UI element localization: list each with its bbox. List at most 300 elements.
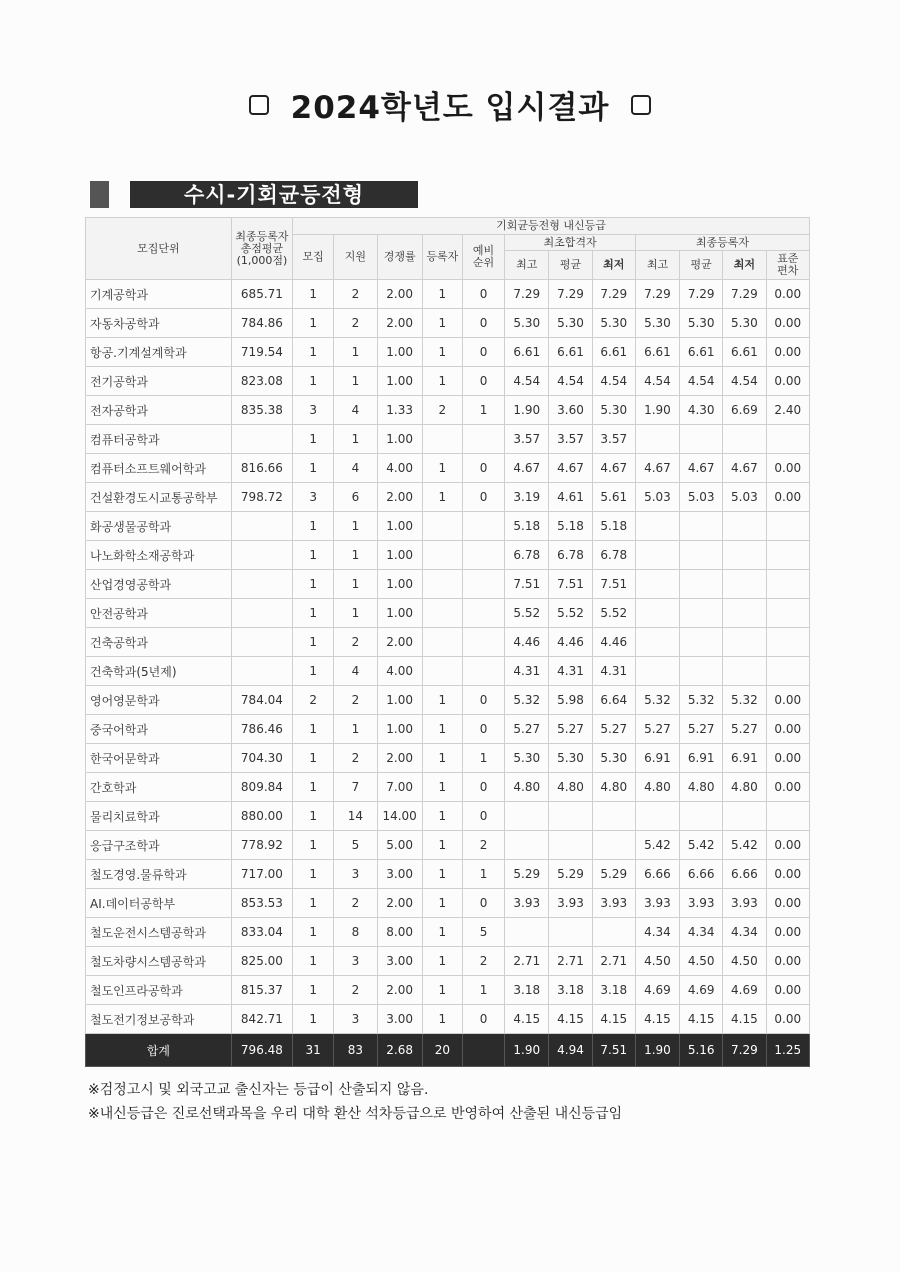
- cell-recruit: 3: [293, 483, 334, 512]
- cell-recruit: 1: [293, 947, 334, 976]
- cell-apply: 1: [334, 425, 377, 454]
- cell-recruit: 1: [293, 541, 334, 570]
- cell-dept: 한국어문학과: [86, 744, 232, 773]
- cell-avg-score: 704.30: [231, 744, 292, 773]
- table-row: [86, 628, 810, 657]
- cell-final-max: 4.54: [635, 367, 679, 396]
- cell-reserve: 1: [462, 860, 504, 889]
- cell-dept: 철도인프라공학과: [86, 976, 232, 1005]
- cell-dept: 전자공학과: [86, 396, 232, 425]
- cell-final-avg: 4.30: [680, 396, 723, 425]
- cell-dept: 물리치료학과: [86, 802, 232, 831]
- cell-reserve: [462, 570, 504, 599]
- cell-first-max: 3.93: [505, 889, 549, 918]
- cell-final-max: [635, 599, 679, 628]
- cell-avg-score: [231, 570, 292, 599]
- cell-dept: 기계공학과: [86, 280, 232, 309]
- cell-reserve: 5: [462, 918, 504, 947]
- cell-final-avg: 4.80: [680, 773, 723, 802]
- cell-std: 0.00: [766, 744, 809, 773]
- cell-reserve: 0: [462, 686, 504, 715]
- cell-avg-score: [231, 425, 292, 454]
- cell-apply: 7: [334, 773, 377, 802]
- header-reserve: 예비 순위: [462, 235, 504, 280]
- cell-final-avg: 5.32: [680, 686, 723, 715]
- cell-first-avg: [549, 802, 592, 831]
- cell-enrolled: 1: [422, 947, 462, 976]
- cell-final-avg: [680, 541, 723, 570]
- table-row: [86, 889, 810, 918]
- cell-final-avg: 5.42: [680, 831, 723, 860]
- cell-first-min: 5.29: [592, 860, 635, 889]
- cell-avg-score: 880.00: [231, 802, 292, 831]
- cell-final-max: 4.80: [635, 773, 679, 802]
- table-row: [86, 309, 810, 338]
- table-row: [86, 454, 810, 483]
- cell-enrolled: [422, 599, 462, 628]
- cell-first-max: 4.67: [505, 454, 549, 483]
- cell-std: 0.00: [766, 280, 809, 309]
- cell-final-max: [635, 628, 679, 657]
- table-row: [86, 599, 810, 628]
- cell-final-max: 6.61: [635, 338, 679, 367]
- cell-first-max: 1.90: [505, 396, 549, 425]
- header-first-pass: 최초합격자: [505, 235, 636, 251]
- table-row: [86, 338, 810, 367]
- cell-std: [766, 425, 809, 454]
- cell-avg-score: [231, 599, 292, 628]
- cell-first-max: 4.46: [505, 628, 549, 657]
- cell-apply: 4: [334, 657, 377, 686]
- cell-final-max: 6.91: [635, 744, 679, 773]
- cell-final-min: 4.80: [723, 773, 766, 802]
- cell-first-min: [592, 802, 635, 831]
- cell-apply: 2: [334, 744, 377, 773]
- total-final-min: 7.29: [723, 1034, 766, 1067]
- cell-recruit: 1: [293, 628, 334, 657]
- cell-dept: 컴퓨터공학과: [86, 425, 232, 454]
- cell-avg-score: 784.04: [231, 686, 292, 715]
- cell-std: [766, 541, 809, 570]
- cell-enrolled: [422, 425, 462, 454]
- cell-first-avg: 5.30: [549, 309, 592, 338]
- checkbox-left-icon: [249, 95, 269, 115]
- cell-enrolled: 1: [422, 976, 462, 1005]
- cell-first-min: 5.27: [592, 715, 635, 744]
- cell-dept: 항공.기계설계학과: [86, 338, 232, 367]
- cell-reserve: [462, 541, 504, 570]
- cell-first-avg: 4.54: [549, 367, 592, 396]
- cell-first-min: 6.78: [592, 541, 635, 570]
- cell-first-max: 5.30: [505, 309, 549, 338]
- cell-std: 0.00: [766, 483, 809, 512]
- cell-first-min: 7.29: [592, 280, 635, 309]
- cell-final-avg: 4.69: [680, 976, 723, 1005]
- cell-final-max: 4.34: [635, 918, 679, 947]
- cell-std: 0.00: [766, 338, 809, 367]
- cell-reserve: [462, 512, 504, 541]
- cell-final-avg: 5.27: [680, 715, 723, 744]
- cell-avg-score: 717.00: [231, 860, 292, 889]
- cell-first-avg: 3.18: [549, 976, 592, 1005]
- cell-first-avg: 6.78: [549, 541, 592, 570]
- cell-rate: 7.00: [377, 773, 422, 802]
- cell-apply: 3: [334, 860, 377, 889]
- cell-avg-score: 816.66: [231, 454, 292, 483]
- section-header: [90, 180, 418, 208]
- cell-apply: 1: [334, 570, 377, 599]
- cell-enrolled: 1: [422, 744, 462, 773]
- cell-final-avg: 4.15: [680, 1005, 723, 1034]
- cell-final-min: 5.03: [723, 483, 766, 512]
- cell-reserve: 2: [462, 947, 504, 976]
- cell-final-avg: 4.54: [680, 367, 723, 396]
- cell-rate: 1.00: [377, 425, 422, 454]
- cell-final-min: [723, 599, 766, 628]
- cell-recruit: 1: [293, 367, 334, 396]
- cell-dept: 전기공학과: [86, 367, 232, 396]
- cell-apply: 14: [334, 802, 377, 831]
- cell-std: [766, 570, 809, 599]
- cell-final-min: [723, 628, 766, 657]
- cell-rate: 1.33: [377, 396, 422, 425]
- cell-dept: 간호학과: [86, 773, 232, 802]
- cell-first-max: 3.19: [505, 483, 549, 512]
- total-dept: 합계: [86, 1034, 232, 1067]
- cell-final-max: 4.67: [635, 454, 679, 483]
- cell-final-min: 4.67: [723, 454, 766, 483]
- cell-rate: 1.00: [377, 541, 422, 570]
- cell-first-min: 4.46: [592, 628, 635, 657]
- cell-avg-score: [231, 657, 292, 686]
- cell-first-max: 2.71: [505, 947, 549, 976]
- cell-final-max: [635, 512, 679, 541]
- cell-reserve: 0: [462, 338, 504, 367]
- cell-final-max: 5.03: [635, 483, 679, 512]
- cell-final-max: 5.27: [635, 715, 679, 744]
- header-std: 표준 편차: [766, 251, 809, 280]
- cell-enrolled: 1: [422, 367, 462, 396]
- cell-first-min: 2.71: [592, 947, 635, 976]
- cell-avg-score: 835.38: [231, 396, 292, 425]
- footnote: ※내신등급은 진로선택과목을 우리 대학 환산 석차등급으로 반영하여 산출된 내신등급임: [88, 1106, 623, 1122]
- cell-recruit: 1: [293, 454, 334, 483]
- cell-std: 2.40: [766, 396, 809, 425]
- cell-final-min: 7.29: [723, 280, 766, 309]
- cell-first-avg: 7.51: [549, 570, 592, 599]
- cell-rate: 1.00: [377, 512, 422, 541]
- cell-first-max: 5.30: [505, 744, 549, 773]
- cell-reserve: 1: [462, 744, 504, 773]
- header-avg2: 평균: [680, 251, 723, 280]
- header-rate: 경쟁률: [377, 235, 422, 280]
- cell-first-min: 5.30: [592, 309, 635, 338]
- cell-final-avg: [680, 802, 723, 831]
- section-marker-icon: [90, 181, 109, 208]
- total-avg-score: 796.48: [231, 1034, 292, 1067]
- cell-dept: 화공생물공학과: [86, 512, 232, 541]
- cell-apply: 4: [334, 396, 377, 425]
- cell-apply: 8: [334, 918, 377, 947]
- cell-rate: 1.00: [377, 570, 422, 599]
- cell-rate: 1.00: [377, 367, 422, 396]
- cell-first-avg: 5.18: [549, 512, 592, 541]
- cell-first-max: 5.18: [505, 512, 549, 541]
- cell-recruit: 1: [293, 338, 334, 367]
- cell-final-max: 6.66: [635, 860, 679, 889]
- cell-apply: 6: [334, 483, 377, 512]
- cell-first-avg: 4.67: [549, 454, 592, 483]
- cell-avg-score: 809.84: [231, 773, 292, 802]
- cell-first-min: 6.64: [592, 686, 635, 715]
- cell-rate: 5.00: [377, 831, 422, 860]
- cell-first-min: 7.51: [592, 570, 635, 599]
- cell-final-avg: [680, 628, 723, 657]
- cell-dept: 안전공학과: [86, 599, 232, 628]
- cell-rate: 1.00: [377, 715, 422, 744]
- cell-avg-score: 823.08: [231, 367, 292, 396]
- total-std: 1.25: [766, 1034, 809, 1067]
- cell-std: [766, 802, 809, 831]
- cell-dept: 철도운전시스템공학과: [86, 918, 232, 947]
- table-row: [86, 1005, 810, 1034]
- cell-first-avg: 5.98: [549, 686, 592, 715]
- cell-apply: 3: [334, 1005, 377, 1034]
- cell-std: 0.00: [766, 831, 809, 860]
- cell-reserve: 0: [462, 309, 504, 338]
- cell-apply: 1: [334, 338, 377, 367]
- cell-dept: 컴퓨터소프트웨어학과: [86, 454, 232, 483]
- cell-final-min: [723, 425, 766, 454]
- table-row: [86, 367, 810, 396]
- cell-std: 0.00: [766, 715, 809, 744]
- cell-first-avg: 6.61: [549, 338, 592, 367]
- cell-first-min: 4.67: [592, 454, 635, 483]
- cell-reserve: 0: [462, 889, 504, 918]
- cell-final-max: 5.42: [635, 831, 679, 860]
- cell-enrolled: 1: [422, 309, 462, 338]
- total-first-avg: 4.94: [549, 1034, 592, 1067]
- table-row: [86, 976, 810, 1005]
- cell-enrolled: 2: [422, 396, 462, 425]
- cell-final-min: [723, 541, 766, 570]
- cell-recruit: 1: [293, 802, 334, 831]
- cell-reserve: 1: [462, 976, 504, 1005]
- cell-first-max: 3.18: [505, 976, 549, 1005]
- cell-dept: 철도경영.물류학과: [86, 860, 232, 889]
- total-rate: 2.68: [377, 1034, 422, 1067]
- cell-final-min: [723, 657, 766, 686]
- table-row: [86, 396, 810, 425]
- cell-reserve: 0: [462, 802, 504, 831]
- cell-dept: 산업경영공학과: [86, 570, 232, 599]
- cell-avg-score: 842.71: [231, 1005, 292, 1034]
- cell-apply: 3: [334, 947, 377, 976]
- cell-first-max: 4.15: [505, 1005, 549, 1034]
- cell-final-avg: 6.61: [680, 338, 723, 367]
- cell-std: 0.00: [766, 976, 809, 1005]
- cell-rate: 2.00: [377, 628, 422, 657]
- cell-dept: 응급구조학과: [86, 831, 232, 860]
- cell-rate: 4.00: [377, 454, 422, 483]
- cell-dept: 건축학과(5년제): [86, 657, 232, 686]
- cell-enrolled: 1: [422, 686, 462, 715]
- cell-first-avg: 5.52: [549, 599, 592, 628]
- cell-apply: 2: [334, 686, 377, 715]
- table-row: [86, 744, 810, 773]
- cell-avg-score: 685.71: [231, 280, 292, 309]
- cell-avg-score: 825.00: [231, 947, 292, 976]
- header-final-enrolled: 최종등록자: [635, 235, 809, 251]
- cell-first-avg: 5.27: [549, 715, 592, 744]
- cell-std: 0.00: [766, 918, 809, 947]
- cell-avg-score: 833.04: [231, 918, 292, 947]
- cell-final-avg: 4.67: [680, 454, 723, 483]
- cell-avg-score: 815.37: [231, 976, 292, 1005]
- cell-reserve: 0: [462, 483, 504, 512]
- cell-avg-score: 798.72: [231, 483, 292, 512]
- cell-enrolled: [422, 512, 462, 541]
- cell-recruit: 1: [293, 715, 334, 744]
- cell-final-max: [635, 541, 679, 570]
- cell-avg-score: 786.46: [231, 715, 292, 744]
- total-apply: 83: [334, 1034, 377, 1067]
- cell-reserve: [462, 599, 504, 628]
- cell-final-avg: [680, 512, 723, 541]
- cell-rate: 3.00: [377, 1005, 422, 1034]
- cell-recruit: 3: [293, 396, 334, 425]
- cell-reserve: [462, 628, 504, 657]
- cell-avg-score: 778.92: [231, 831, 292, 860]
- cell-final-min: 6.61: [723, 338, 766, 367]
- cell-first-min: 3.18: [592, 976, 635, 1005]
- cell-recruit: 1: [293, 744, 334, 773]
- cell-avg-score: [231, 628, 292, 657]
- cell-final-avg: 6.66: [680, 860, 723, 889]
- cell-first-min: 5.52: [592, 599, 635, 628]
- table-row: [86, 686, 810, 715]
- cell-reserve: 0: [462, 280, 504, 309]
- cell-std: [766, 628, 809, 657]
- cell-final-min: 5.27: [723, 715, 766, 744]
- cell-recruit: 1: [293, 425, 334, 454]
- cell-first-max: 5.29: [505, 860, 549, 889]
- cell-std: [766, 657, 809, 686]
- cell-first-max: [505, 918, 549, 947]
- cell-apply: 2: [334, 889, 377, 918]
- cell-recruit: 1: [293, 599, 334, 628]
- cell-avg-score: 853.53: [231, 889, 292, 918]
- checkbox-right-icon: [631, 95, 651, 115]
- cell-first-avg: 5.29: [549, 860, 592, 889]
- cell-apply: 1: [334, 715, 377, 744]
- cell-final-avg: [680, 657, 723, 686]
- cell-enrolled: 1: [422, 860, 462, 889]
- cell-std: [766, 512, 809, 541]
- cell-apply: 2: [334, 628, 377, 657]
- cell-reserve: 0: [462, 715, 504, 744]
- cell-rate: 4.00: [377, 657, 422, 686]
- cell-final-avg: [680, 570, 723, 599]
- table-row: [86, 831, 810, 860]
- header-max2: 최고: [635, 251, 679, 280]
- cell-rate: 2.00: [377, 744, 422, 773]
- table-row: [86, 773, 810, 802]
- cell-first-max: 7.51: [505, 570, 549, 599]
- cell-apply: 1: [334, 599, 377, 628]
- cell-final-min: 5.30: [723, 309, 766, 338]
- cell-first-avg: 2.71: [549, 947, 592, 976]
- cell-apply: 5: [334, 831, 377, 860]
- cell-final-avg: 5.03: [680, 483, 723, 512]
- cell-rate: 2.00: [377, 976, 422, 1005]
- cell-enrolled: 1: [422, 918, 462, 947]
- cell-enrolled: [422, 628, 462, 657]
- cell-recruit: 1: [293, 860, 334, 889]
- cell-first-max: 5.52: [505, 599, 549, 628]
- table-row: [86, 947, 810, 976]
- cell-apply: 2: [334, 976, 377, 1005]
- cell-final-min: 3.93: [723, 889, 766, 918]
- cell-std: 0.00: [766, 889, 809, 918]
- total-first-min: 7.51: [592, 1034, 635, 1067]
- cell-first-avg: 4.61: [549, 483, 592, 512]
- cell-recruit: 1: [293, 1005, 334, 1034]
- cell-rate: 2.00: [377, 309, 422, 338]
- cell-rate: 3.00: [377, 860, 422, 889]
- cell-rate: 2.00: [377, 280, 422, 309]
- section-title: 수시-기회균등전형: [130, 181, 418, 208]
- cell-recruit: 1: [293, 280, 334, 309]
- cell-first-min: 4.15: [592, 1005, 635, 1034]
- cell-final-min: [723, 570, 766, 599]
- cell-apply: 2: [334, 309, 377, 338]
- cell-avg-score: 784.86: [231, 309, 292, 338]
- cell-recruit: 1: [293, 512, 334, 541]
- cell-final-max: 5.32: [635, 686, 679, 715]
- cell-rate: 1.00: [377, 599, 422, 628]
- header-apply: 지원: [334, 235, 377, 280]
- cell-reserve: 0: [462, 367, 504, 396]
- cell-reserve: 0: [462, 773, 504, 802]
- total-row: [86, 1034, 810, 1067]
- cell-std: 0.00: [766, 947, 809, 976]
- cell-rate: 1.00: [377, 338, 422, 367]
- cell-final-max: 5.30: [635, 309, 679, 338]
- header-dept: 모집단위: [86, 218, 232, 280]
- cell-final-min: 4.34: [723, 918, 766, 947]
- header-min: 최저: [592, 251, 635, 280]
- cell-avg-score: [231, 541, 292, 570]
- cell-enrolled: 1: [422, 1005, 462, 1034]
- cell-enrolled: [422, 541, 462, 570]
- cell-final-avg: [680, 425, 723, 454]
- cell-apply: 1: [334, 541, 377, 570]
- cell-dept: 건설환경도시교통공학부: [86, 483, 232, 512]
- cell-std: [766, 599, 809, 628]
- cell-first-avg: 7.29: [549, 280, 592, 309]
- cell-first-avg: 4.46: [549, 628, 592, 657]
- cell-recruit: 1: [293, 918, 334, 947]
- header-min2: 최저: [723, 251, 766, 280]
- table-row: [86, 918, 810, 947]
- header-group: 기회균등전형 내신등급: [293, 218, 810, 235]
- cell-dept: 건축공학과: [86, 628, 232, 657]
- cell-final-max: [635, 802, 679, 831]
- cell-final-min: 4.54: [723, 367, 766, 396]
- cell-first-max: 7.29: [505, 280, 549, 309]
- cell-final-max: 4.50: [635, 947, 679, 976]
